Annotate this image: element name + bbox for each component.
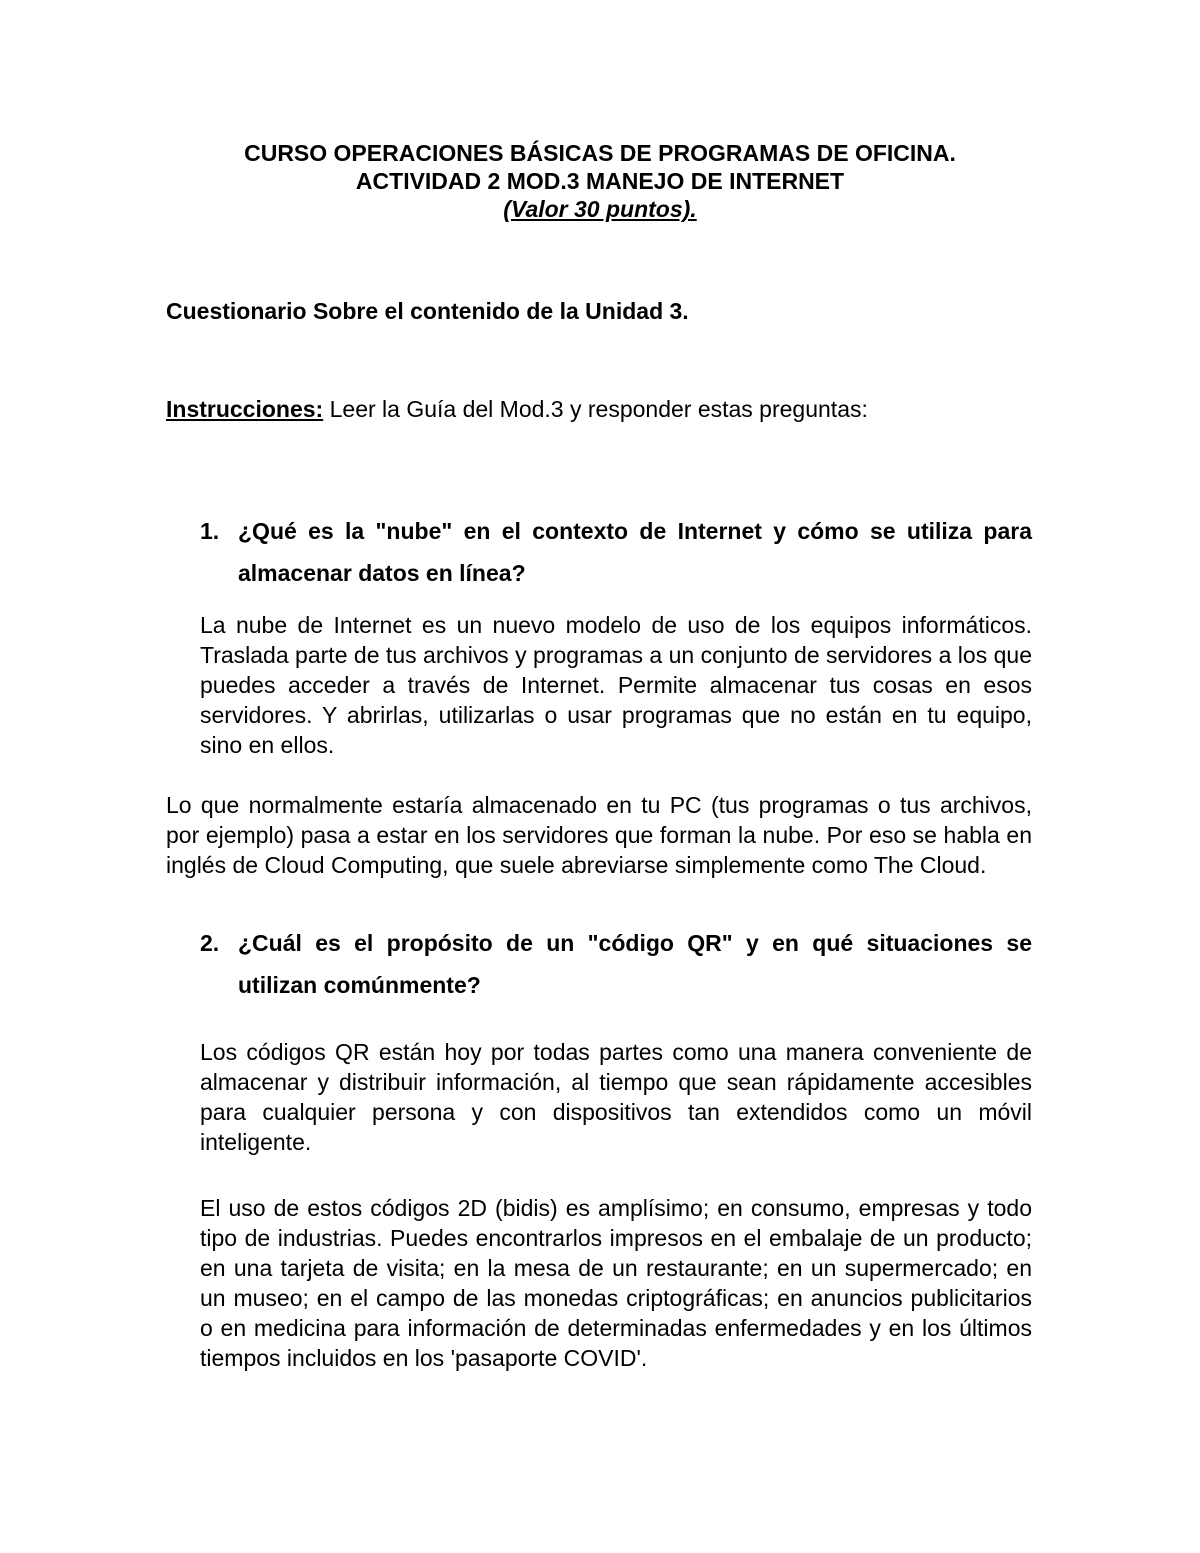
answer-1-paragraph-1: La nube de Internet es un nuevo modelo de uso de los equipos informáticos. Traslada parte de tus archivos y programas a un conjunto de servidores a los que puedes acceder a través de Internet. Permite almacenar tus cosas en esos servidores. Y abrirlas, utilizarlas o usar programas que no están en tu equipo, sino en ellos. [200, 612, 1032, 758]
activity-value-period: . [690, 196, 697, 222]
instructions-text: Leer la Guía del Mod.3 y responder estas preguntas: [323, 396, 868, 422]
document-header [0, 139, 1200, 223]
question-1 [200, 510, 1032, 594]
answer-1-paragraph-2: Lo que normalmente estaría almacenado en tu PC (tus programas o tus archivos, por ejemplo) pasa a estar en los servidores que forman la nube. Por eso se habla en inglés de Cloud Computing, que suele abreviarse simplemente como The Cloud. [166, 792, 1032, 878]
instructions [166, 394, 868, 424]
question-2 [200, 922, 1032, 1006]
question-number: 2. [200, 930, 220, 956]
activity-value-line [0, 195, 1200, 223]
instructions-label: Instrucciones: [166, 396, 324, 422]
activity-value: (Valor 30 puntos) [503, 196, 691, 222]
questionnaire-subtitle: Cuestionario Sobre el contenido de la Unidad 3. [166, 298, 689, 324]
question-text: ¿Qué es la "nube" en el contexto de Internet y cómo se utiliza para almacenar datos en línea? [238, 518, 1032, 586]
question-number: 1. [200, 518, 220, 544]
answer-2-paragraph-1: Los códigos QR están hoy por todas partes como una manera conveniente de almacenar y distribuir información, al tiempo que sean rápidamente accesibles para cualquier persona y con dispositivos tan extendidos como un móvil inteligente. [200, 1039, 1032, 1155]
answer-2-paragraph-2: El uso de estos códigos 2D (bidis) es amplísimo; en consumo, empresas y todo tipo de industrias. Puedes encontrarlos impresos en el embalaje de un producto; en una tarjeta de visita; en la mesa de un restaurante; en un supermercado; en un museo; en el campo de las monedas criptográficas; en anuncios publicitarios o en medicina para información de determinadas enfermedades y en los últimos tiempos incluidos en los 'pasaporte COVID'. [200, 1195, 1032, 1371]
course-title: CURSO OPERACIONES BÁSICAS DE PROGRAMAS DE OFICINA. [244, 140, 956, 166]
activity-title: ACTIVIDAD 2 MOD.3 MANEJO DE INTERNET [355, 168, 845, 194]
question-text: ¿Cuál es el propósito de un "código QR" y en qué situaciones se utilizan comúnmente? [238, 930, 1032, 998]
